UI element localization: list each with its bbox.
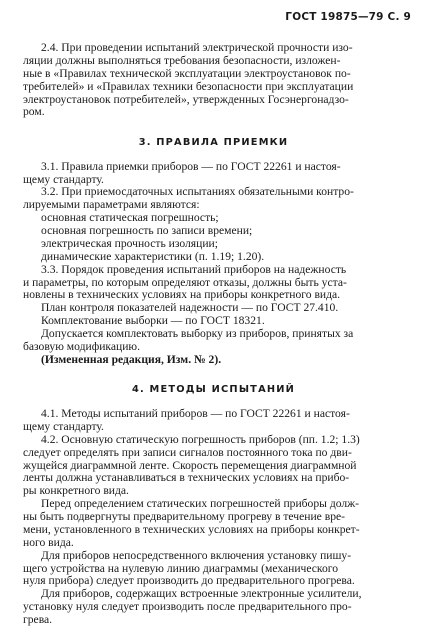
p4-2-line-12: нуля прибора) следует производить до предварительного прогрева. bbox=[23, 574, 355, 588]
p4-2-line-7: ны быть подвергнуты предварительному прогреву в течение вре- bbox=[23, 510, 345, 523]
p3-3-line-1: 3.3. Порядок проведения испытаний приборов на надежность bbox=[41, 262, 347, 276]
p3-3-line-5: Комплектование выборки — по ГОСТ 18321. bbox=[41, 314, 265, 328]
p4-2-line-5: ры конкретного вида. bbox=[23, 484, 129, 498]
p3-3-line-4: План контроля показателей надежности — по ГОСТ 27.410. bbox=[41, 301, 339, 315]
p3-2-line-5: электрическая прочность изоляции; bbox=[41, 236, 218, 250]
p4-2-line-8: мени, установленного в технических условиях на приборы конкрет- bbox=[23, 522, 360, 536]
p3-2-line-1: 3.2. При приемосдаточных испытаниях обязательными контро- bbox=[41, 185, 354, 199]
p4-2-line-13: Для приборов, содержащих встроенные электронные усилители, bbox=[41, 587, 362, 601]
p3-3-line-3: новлены в технических условиях на приборы конкретного вида. bbox=[23, 288, 341, 302]
p4-2-line-14: установку нуля следует производить после предварительного про- bbox=[23, 600, 352, 614]
p2-4-line-2: ляции должны выполняться требования безопасности, изложен- bbox=[23, 53, 341, 67]
p2-4-line-4: требителей» и «Правилах техники безопасности при эксплуатации bbox=[23, 79, 354, 93]
p4-2-line-6: Перед определением статических погрешностей приборы долж- bbox=[41, 497, 360, 511]
p2-4-line-6: ром. bbox=[23, 105, 45, 119]
p4-2-line-4: ленты должна устанавливаться в технических условиях на прибо- bbox=[23, 471, 350, 485]
p2-4-line-3: ные в «Правилах технической эксплуатации электроустановок по- bbox=[23, 66, 351, 80]
p3-2-line-6: динамические характеристики (п. 1.19; 1.20). bbox=[41, 249, 265, 263]
p3-3-line-6: Допускается комплектовать выборку из приборов, принятых за bbox=[41, 327, 354, 340]
p2-4-line-5: электроустановок потребителей», утвержденных Госэнергонадзо- bbox=[23, 92, 349, 106]
p4-2-line-2: следует определять при записи сигналов постоянного тока по дви- bbox=[23, 445, 352, 459]
p3-1-line-1: 3.1. Правила приемки приборов — по ГОСТ 22261 и настоя- bbox=[41, 159, 341, 173]
p4-2-line-10: Для приборов непосредственного включения установку пишу- bbox=[41, 548, 352, 562]
p3-2-line-3: основная статическая погрешность; bbox=[41, 211, 219, 225]
p4-2-line-1: 4.2. Основную статическую погрешность приборов (пп. 1.2; 1.3) bbox=[41, 432, 360, 446]
p3-2-line-2: лируемыми параметрами являются: bbox=[23, 198, 200, 212]
section-3-title: 3. ПРАВИЛА ПРИЕМКИ bbox=[138, 136, 289, 148]
p4-2-line-3: жущейся диаграммной ленте. Скорость перемещения диаграммной bbox=[23, 458, 357, 472]
p2-4-line-1: 2.4. При проведении испытаний электрической прочности изо- bbox=[41, 41, 353, 54]
section-4-title: 4. МЕТОДЫ ИСПЫТАНИЙ bbox=[131, 384, 296, 395]
running-header: ГОСТ 19875—79 С. 9 bbox=[285, 11, 411, 23]
p4-2-line-11: щего устройства на нулевую линию диаграммы (механического bbox=[23, 561, 339, 575]
p3-3-line-7: базовую модификацию. bbox=[23, 339, 140, 353]
p3-3-line-2: и параметры, по которым определяют отказы, должны быть уста- bbox=[23, 275, 347, 289]
p4-2-line-9: ного вида. bbox=[23, 535, 74, 549]
revision-note: (Измененная редакция, Изм. № 2). bbox=[41, 352, 222, 366]
p4-2-line-15: грева. bbox=[23, 613, 53, 626]
p4-1-line-1: 4.1. Методы испытаний приборов — по ГОСТ 22261 и настоя- bbox=[41, 407, 350, 420]
p3-2-line-4: основная погрешность по записи времени; bbox=[41, 224, 253, 237]
p4-1-line-2: щему стандарту. bbox=[23, 419, 104, 433]
p3-1-line-2: щему стандарту. bbox=[23, 172, 104, 186]
